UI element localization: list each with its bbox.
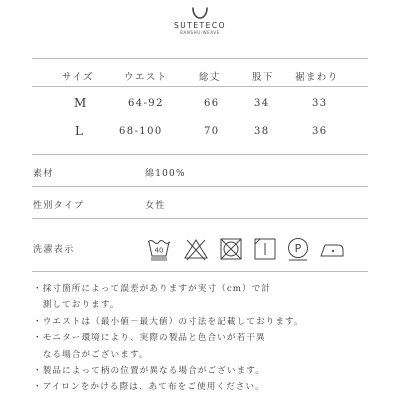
- no-tumble-dry-icon: [218, 236, 244, 262]
- care-label: 洗濯表示: [33, 245, 75, 255]
- table-header-rule: [32, 86, 368, 87]
- note-line: ・製品によって柄の位置が異なる場合がございます。: [33, 366, 265, 377]
- row-m-length: 66: [204, 98, 220, 109]
- note-line: ・採寸箇所によって誤差がありますが実寸（cm）で計: [33, 284, 272, 294]
- iron-low-icon: [319, 236, 345, 262]
- dry-clean-letter: P: [294, 242, 302, 255]
- dry-clean-p-icon: [285, 236, 311, 262]
- gender-label: 性別タイプ: [33, 201, 85, 211]
- table-top-rule: [32, 58, 368, 59]
- table-bottom-rule: [32, 154, 368, 155]
- wash-40-gentle-icon: [146, 236, 172, 262]
- row-l-size: L: [75, 124, 83, 138]
- row-l-length: 70: [204, 126, 220, 137]
- brand-name: SUTETECO: [173, 21, 227, 30]
- care-rule: [32, 271, 368, 272]
- material-rule: [32, 186, 368, 187]
- header-length: 総丈: [199, 72, 221, 83]
- note-line: ・ウエストは（最小値－最大値）の寸法を記載しております。: [33, 316, 304, 327]
- row-m-inseam: 34: [254, 98, 270, 109]
- note-line: 測しております。: [33, 300, 120, 311]
- row-m-size: M: [74, 96, 87, 110]
- header-waist: ウエスト: [124, 72, 168, 83]
- note-line: なる場合がございます。: [33, 349, 149, 360]
- wash-temperature: 40: [154, 246, 164, 255]
- header-inseam: 股下: [252, 72, 274, 83]
- note-line: ・モニター環境により、実際の製品と色合いが若干異: [33, 333, 266, 344]
- header-hem: 裾まわり: [295, 72, 339, 83]
- line-dry-icon: [252, 236, 278, 262]
- row-m-hem: 33: [312, 98, 328, 109]
- row-l-hem: 36: [312, 126, 328, 137]
- gender-value: 女性: [145, 201, 166, 211]
- material-value: 綿100%: [145, 169, 186, 179]
- header-size: サイズ: [62, 72, 94, 83]
- no-bleach-icon: [183, 236, 209, 262]
- crescent-logo-icon: [191, 6, 209, 20]
- row-l-inseam: 38: [254, 126, 270, 137]
- note-line: ・アイロンをかける際は、あて布をご使用ください。: [33, 382, 265, 393]
- row-l-waist: 68-100: [119, 126, 163, 137]
- gender-rule: [32, 218, 368, 219]
- brand-tagline: BANSHU-WEAVE: [180, 30, 220, 35]
- notes-list: [33, 281, 369, 396]
- row-m-waist: 64-92: [128, 98, 164, 109]
- material-label: 素材: [33, 169, 54, 179]
